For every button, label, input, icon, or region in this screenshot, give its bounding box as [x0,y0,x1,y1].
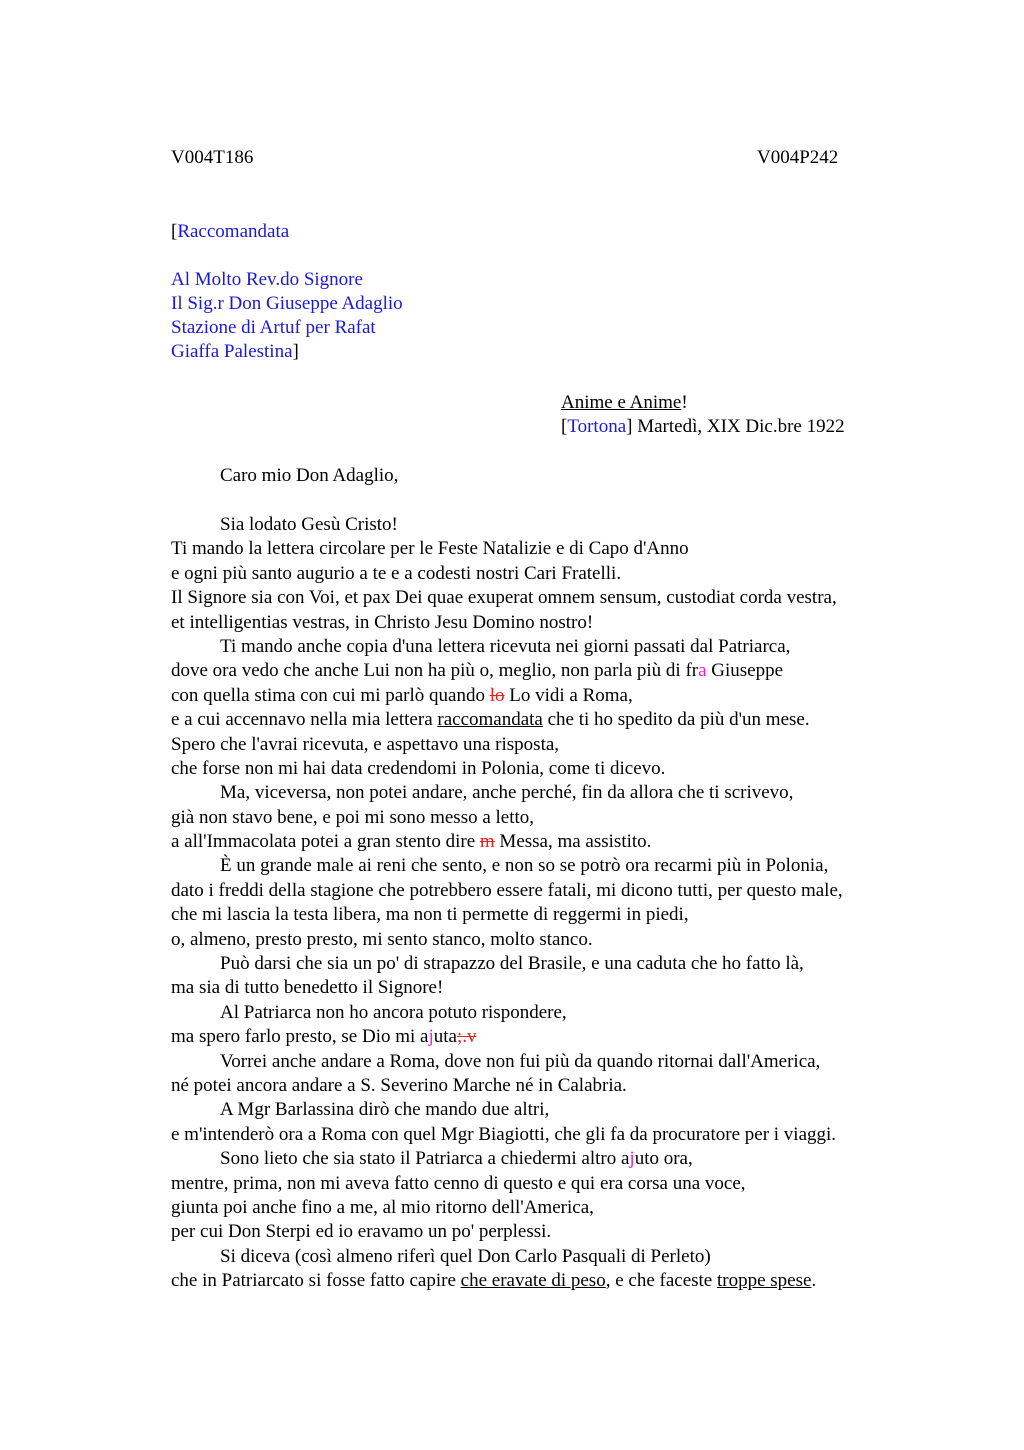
inserted-letter: j [629,1148,635,1170]
body-line [171,1269,971,1293]
text-segment: a all'Immacolata potei a gran stento dire [171,831,480,853]
inserted-letter: j [428,1026,434,1048]
text-segment: uta [433,1026,457,1048]
body-line [171,830,971,854]
body-line: Sia lodato Gesù Cristo! [220,514,398,535]
motto-punct: ! [681,392,688,413]
document-code-right: V004P242 [757,147,839,168]
inserted-letter: a [698,660,707,682]
body-line: È un grande male ai reni che sento, e non so se potrò ora recarmi più in Polonia, [220,855,829,877]
date-text: ] Martedì, XIX Dic.bre 1922 [626,416,845,437]
body-line: Ti mando anche copia d'una lettera ricevuta nei giorni passati dal Patriarca, [220,635,791,657]
body-line: Spero che l'avrai ricevuta, e aspettavo una risposta, [171,733,560,755]
body-line: Ti mando la lettera circolare per le Feste Natalizie e di Capo d'Anno [171,538,689,560]
text-segment: . [811,1270,817,1292]
text-segment: con quella stima con cui mi parlò quando [171,684,490,706]
body-line: Si diceva (così almeno riferì quel Don Carlo Pasquali di Perleto) [220,1245,711,1267]
body-line: ma sia di tutto benedetto il Signore! [171,977,444,999]
salutation: Caro mio Don Adaglio, [220,465,399,486]
underlined-text: troppe spese [717,1270,812,1292]
address-line-3: Stazione di Artuf per Rafat [171,317,376,338]
text-segment: Lo vidi a Roma, [504,684,633,706]
body-line: né potei ancora andare a S. Severino Marche né in Calabria. [171,1074,627,1096]
body-line: et intelligentias vestras, in Christo Jesu Domino nostro! [171,611,594,633]
body-line: mentre, prima, non mi aveva fatto cenno di questo e qui era corsa una voce, [171,1172,746,1194]
body-line: dato i freddi della stagione che potrebbero essere fatali, mi dicono tutti, per questo male, [171,879,843,901]
underlined-text: che eravate di peso [460,1270,606,1292]
text-segment: Messa, ma assistito. [494,831,652,853]
raccomandata-label: Raccomandata [177,221,290,242]
body-line [171,708,971,732]
close-bracket: ] [292,341,299,362]
address-line-1: Al Molto Rev.do Signore [171,269,363,290]
place-name: Tortona [567,416,627,437]
body-line: Il Signore sia con Voi, et pax Dei quae exuperat omnem sensum, custodiat corda vestra, [171,587,837,609]
body-line: A Mgr Barlassina dirò che mando due altri, [220,1099,550,1121]
dateline-block [561,391,845,439]
body-line: giunta poi anche fino a me, al mio ritorno dell'America, [171,1196,594,1218]
body-line [171,659,971,683]
motto-line [561,391,845,415]
text-segment: dove ora vedo che anche Lui non ha più o, meglio, non parla più di fr [171,660,699,682]
deleted-text: m [479,831,495,853]
body-line: Ma, viceversa, non potei andare, anche perché, fin da allora che ti scrivevo, [220,782,794,804]
body-line: o, almeno, presto presto, mi sento stanco, molto stanco. [171,928,593,950]
date-line [561,415,845,439]
body-line [171,1025,971,1049]
underlined-text: raccomandata [437,709,543,731]
body-line [171,684,971,708]
body-line: e m'intenderò ora a Roma con quel Mgr Biagiotti, che gli fa da procuratore per i viaggi. [171,1123,837,1145]
text-segment: uto ora, [634,1148,693,1170]
text-segment: e a cui accennavo nella mia lettera [171,709,438,731]
deleted-text: lo [489,684,505,706]
text-segment: che ti ho spedito da più d'un mese. [542,709,810,731]
body-line: che forse non mi hai data credendomi in Polonia, come ti dicevo. [171,757,666,779]
body-line: Al Patriarca non ho ancora potuto rispondere, [220,1001,567,1023]
body-line: per cui Don Sterpi ed io eravamo un po' perplessi. [171,1221,552,1243]
body-line: Vorrei anche andare a Roma, dove non fui più da quando ritornai dall'America, [220,1050,821,1072]
address-raccomandata-line [171,220,403,244]
address-block [171,220,403,364]
address-line-4 [171,340,403,364]
open-bracket: [ [171,221,178,242]
text-segment: Sono lieto che sia stato il Patriarca a chiedermi altro a [220,1148,630,1170]
body-line: e ogni più santo augurio a te e a codesti nostri Cari Fratelli. [171,562,622,584]
address-line-4-text: Giaffa Palestina [171,341,293,362]
address-line-2: Il Sig.r Don Giuseppe Adaglio [171,293,403,314]
body-line: Può darsi che sia un po' di strapazzo del Brasile, e una caduta che ho fatto là, [220,953,804,975]
motto-text: Anime e Anime [561,392,682,413]
date-open-bracket: [ [561,416,568,437]
document-code-left: V004T186 [171,147,254,168]
body-line: che mi lascia la testa libera, ma non ti permette di reggermi in piedi, [171,904,689,926]
body-line: già non stavo bene, e poi mi sono messo a letto, [171,806,535,828]
text-segment: Giuseppe [706,660,784,682]
deleted-text: ;.v [456,1026,477,1048]
text-segment: , e che faceste [605,1270,717,1292]
text-segment: che in Patriarcato si fosse fatto capire [171,1270,461,1292]
letter-body [171,513,971,1294]
body-line [171,1147,971,1171]
text-segment: ma spero farlo presto, se Dio mi a [171,1026,429,1048]
